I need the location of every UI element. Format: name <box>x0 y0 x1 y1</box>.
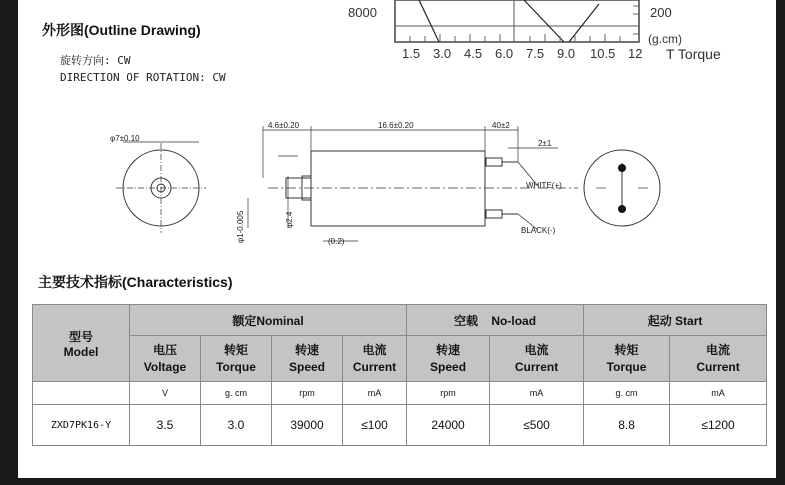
col-header: 电压 Voltage <box>130 336 201 382</box>
value-cell: 3.5 <box>130 405 201 446</box>
dim-strip-length: 2±1 <box>538 139 552 148</box>
col-header: 转速 Speed <box>407 336 490 382</box>
model-value: ZXD7PK16-Y <box>33 405 130 446</box>
dim-body-length: 16.6±0.20 <box>378 121 414 130</box>
value-cell: 39000 <box>272 405 343 446</box>
unit-cell: mA <box>670 382 767 405</box>
unit-row <box>33 382 767 405</box>
noload-group-header <box>407 305 584 336</box>
col-header: 电流 Current <box>343 336 407 382</box>
value-cell: 8.8 <box>584 405 670 446</box>
unit-cell: mA <box>343 382 407 405</box>
dim-shaft-length: 4.6±0.20 <box>268 121 300 130</box>
col-header: 转矩 Torque <box>584 336 670 382</box>
unit-cell: mA <box>490 382 584 405</box>
outline-title: 外形图(Outline Drawing) <box>42 22 201 38</box>
x-tick: 7.5 <box>526 46 545 61</box>
col-header: 转矩 Torque <box>201 336 272 382</box>
value-cell: 3.0 <box>201 405 272 446</box>
front-view <box>116 142 206 233</box>
noload-en: No-load <box>491 313 537 328</box>
outline-drawing <box>18 118 776 258</box>
x-tick: 12 <box>628 46 643 61</box>
x-tick: 4.5 <box>464 46 483 61</box>
unit-cell <box>33 382 130 405</box>
graph-right-value: 200 <box>650 5 672 20</box>
start-group-header: 起动 Start <box>584 305 767 336</box>
group-header-row <box>33 305 767 336</box>
rear-view <box>584 150 660 226</box>
unit-cell: rpm <box>272 382 343 405</box>
column-header-row <box>33 336 767 382</box>
lead-white-label: WHITE(+) <box>526 181 562 190</box>
rotation-direction-cn: 旋转方向: CW <box>60 54 131 67</box>
x-tick: 10.5 <box>590 46 616 61</box>
table-row <box>33 405 767 446</box>
lead-black-label: BLACK(-) <box>521 226 556 235</box>
graph-axis-title: T Torque <box>666 46 721 62</box>
unit-cell: V <box>130 382 201 405</box>
col-header: 电流 Current <box>670 336 767 382</box>
value-cell: ≤500 <box>490 405 584 446</box>
dim-shaft-diameter: φ1-0.005 <box>236 210 245 243</box>
spec-sheet <box>18 0 776 478</box>
graph-y-value: 8000 <box>348 5 377 20</box>
model-header-en: Model <box>63 344 99 359</box>
value-cell: 24000 <box>407 405 490 446</box>
x-tick: 9.0 <box>557 46 576 61</box>
dim-gap: (0.2) <box>328 237 345 246</box>
graph-x-ticks <box>402 46 652 62</box>
value-cell: ≤100 <box>343 405 407 446</box>
unit-cell: rpm <box>407 382 490 405</box>
rotation-direction-en: DIRECTION OF ROTATION: CW <box>60 71 226 84</box>
col-header: 转速 Speed <box>272 336 343 382</box>
dim-boss-diameter: φ2.4 <box>285 211 294 228</box>
graph-plot-area <box>394 0 642 44</box>
unit-cell: g. cm <box>201 382 272 405</box>
value-cell: ≤1200 <box>670 405 767 446</box>
nominal-group-header: 额定Nominal <box>130 305 407 336</box>
graph-unit: (g.cm) <box>648 32 682 46</box>
characteristics-table <box>32 304 767 446</box>
noload-cn: 空载 <box>454 313 479 328</box>
model-header <box>33 305 130 382</box>
col-header: 电流 Current <box>490 336 584 382</box>
unit-cell: g. cm <box>584 382 670 405</box>
dim-diameter: φ7±0.10 <box>110 134 140 143</box>
model-header-cn: 型号 <box>68 329 93 344</box>
characteristics-title: 主要技术指标(Characteristics) <box>38 274 233 290</box>
dim-lead-length: 40±2 <box>492 121 510 130</box>
x-tick: 1.5 <box>402 46 421 61</box>
x-tick: 3.0 <box>433 46 452 61</box>
x-tick: 6.0 <box>495 46 514 61</box>
